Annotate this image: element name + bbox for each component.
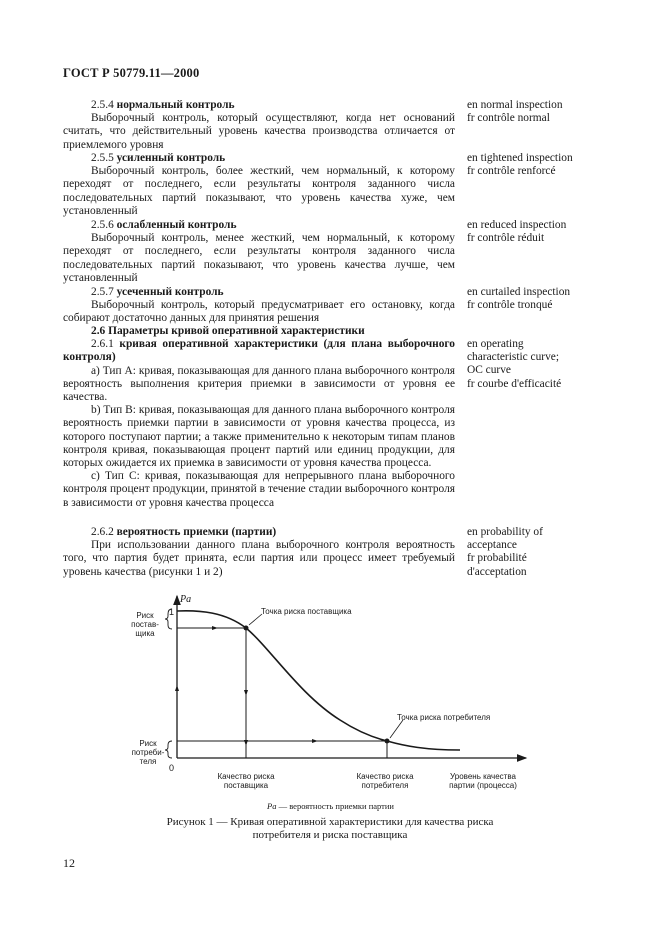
section-2-6-1-translations [467,338,647,391]
section-2-5-7 [63,286,455,326]
supplier-point-label: Точка риска поставщика [261,607,352,616]
supplier-risk-label-line: постав- [131,620,159,629]
section-2-6-2-translations [467,526,647,579]
english-term: en curtailed inspection [467,286,571,298]
x-consumer-quality-label: Качество риска [356,772,414,781]
section-body: Выборочный контроль, который осуществляют, когда нет оснований считать, что действительный уровень качества производства отличается от приемлемого уровня [63,112,455,151]
english-abbrev: OC curve [467,364,511,377]
english-term: en tightened inspection [467,152,573,164]
section-number: 2.5.6 [91,219,114,231]
figure-note [0,801,661,811]
section-2-5-7-translations [467,286,647,312]
section-term: усеченный контроль [116,286,224,298]
section-2-5-5-translations [467,152,647,178]
type-b-item: b) Тип B: кривая, показывающая для данного плана выборочного контроля вероятность приемки партии в зависимости от уровня качества процесса, из которого поступают партии; а также применительно к некоторым типам планов контроля кривая, показывающая процент партий или единиц продукции, для которых ожидается их приемка в зависимости от уровня качества процесса. [63,404,455,470]
french-term: fr contrôle renforcé [467,165,556,178]
supplier-risk-point [244,626,249,631]
figure-caption [130,816,530,842]
arrow-mark [175,685,179,691]
french-term: fr courbe d'efficacité [467,377,562,390]
section-body: Выборочный контроль, который предусматривает его остановку, когда собирают достаточно данных для принятия решения [63,299,455,325]
english-term: en probability of [467,526,543,538]
arrow-mark [312,739,318,743]
y-top-tick: 1 [168,607,174,617]
origin-label: 0 [168,763,174,773]
section-term: вероятность приемки (партии) [116,526,277,538]
note-text: — вероятность приемки партии [278,801,394,811]
section-number: 2.5.5 [91,152,114,164]
arrow-mark [244,690,248,696]
oc-curve-figure [0,590,661,800]
caption-line: потребителя и риска поставщика [252,829,408,841]
section-term: ослабленный контроль [116,219,237,231]
section-2-5-4 [63,99,455,152]
section-term: кривая оперативной характеристики (для плана выборочного контроля) [63,338,455,364]
french-term: fr contrôle normal [467,112,550,125]
english-term: characteristic curve; [467,351,560,364]
consumer-point-leader [390,720,403,738]
consumer-risk-label-line: теля [139,757,157,766]
english-term: en reduced inspection [467,219,567,231]
english-term: en operating [467,338,524,350]
french-term: d'acceptation [467,565,527,578]
english-term: en normal inspection [467,99,563,111]
french-term: fr contrôle tronqué [467,299,553,312]
section-2-5-6-translations [467,219,647,245]
document-header: ГОСТ Р 50779.11—2000 [63,66,200,80]
section-2-5-5 [63,152,455,218]
section-number: 2.6.1 [91,338,114,351]
section-number: 2.5.4 [91,99,114,111]
note-symbol: Pa [267,801,277,811]
section-body: Выборочный контроль, более жесткий, чем нормальный, к которому переходят от последнего, если результаты контроля заданного числа последовательных партий показывают, что уровень качества хуже, чем установленный [63,165,455,217]
x-axis-label: Уровень качества [450,772,516,781]
type-c-item: c) Тип C: кривая, показывающая для непрерывного плана выборочного контроля процент продукции, принятой в течение стадии выборочного контроля в зависимости от уровня качества процесса [63,470,455,509]
section-term: нормальный контроль [116,99,235,111]
x-supplier-quality-label: поставщика [223,781,269,790]
page-number: 12 [63,856,75,870]
consumer-point-label: Точка риска потребителя [397,713,491,722]
section-2-5-4-translations [467,99,647,125]
consumer-risk-label-line: потреби- [131,748,165,757]
section-2-5-6 [63,219,455,285]
french-term: fr contrôle réduit [467,232,545,245]
x-axis-label: партии (процесса) [449,781,517,790]
supplier-risk-label-line: Риск [136,611,154,620]
section-body: При использовании данного плана выборочного контроля вероятность того, что партия будет принята, если партия или процесс имеет требуемый уровень качества (рисунки 1 и 2) [63,539,455,578]
section-term: усиленный контроль [116,152,226,164]
section-number: 2.6.2 [91,526,114,538]
oc-curve [177,611,460,750]
arrow-mark [244,740,248,746]
supplier-risk-label-line: щика [135,629,155,638]
section-number: 2.5.7 [91,286,114,298]
section-body: Выборочный контроль, менее жесткий, чем нормальный, к которому переходят от последнего, если результаты контроля заданного числа последовательных партий показывают, что уровень качества лучше, чем установленный [63,232,455,284]
english-term: acceptance [467,539,517,552]
caption-line: Рисунок 1 — Кривая оперативной характеристики для качества риска [166,816,494,828]
consumer-risk-label-line: Риск [139,739,157,748]
type-a-item: a) Тип A: кривая, показывающая для данного плана выборочного контроля вероятность выполнения критерия приемки в зависимости от уровня ее качества. [63,364,455,404]
french-term: fr probabilité [467,552,527,565]
section-heading: 2.6 Параметры кривой оперативной характеристики [91,325,365,337]
consumer-risk-point [385,739,390,744]
arrow-mark [212,626,218,630]
section-2-6-2 [63,526,455,579]
section-2-6 [63,325,455,510]
x-consumer-quality-label: потребителя [361,781,409,790]
consumer-risk-brace [165,741,172,758]
x-supplier-quality-label: Качество риска [217,772,275,781]
y-axis-label: Pa [180,594,192,605]
